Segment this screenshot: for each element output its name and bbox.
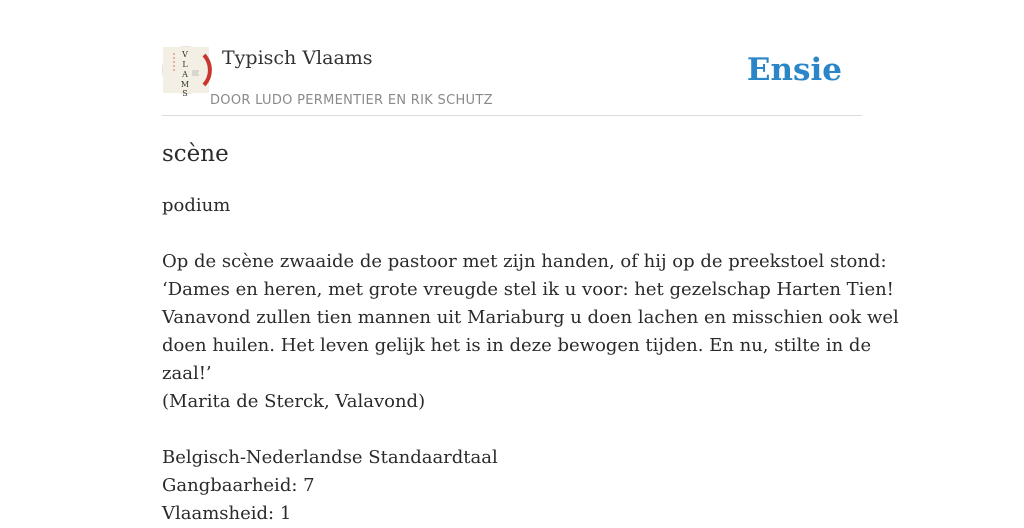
logo-letter: V — [182, 50, 188, 59]
site-logo-avatar[interactable] — [162, 46, 210, 98]
quote-line: Op de scène zwaaide de pastoor met zijn handen, of hij op de preekstoel stond: — [162, 251, 887, 272]
quote-line: doen huilen. Het leven gelijk het is in deze bewogen tijden. En nu, stilte in de — [162, 335, 872, 356]
site-title[interactable]: Typisch Vlaams — [222, 47, 373, 69]
logo-letter: S — [182, 89, 188, 98]
entry-gangbaarheid: Gangbaarheid: 7 — [162, 475, 315, 496]
site-header — [162, 46, 862, 116]
site-byline: DOOR LUDO PERMENTIER EN RIK SCHUTZ — [210, 93, 493, 108]
entry-definition: podium — [162, 195, 231, 216]
quote-source: (Marita de Sterck, Valavond) — [162, 391, 426, 412]
entry-vlaamsheid: Vlaamsheid: 1 — [162, 503, 292, 524]
vlaams-logo-icon — [163, 47, 209, 98]
entry-language: Belgisch-Nederlandse Standaardtaal — [162, 447, 498, 468]
quote-line: Vanavond zullen tien mannen uit Mariaburg u doen lachen en misschien ook wel — [162, 307, 899, 328]
quote-line: ‘Dames en heren, met grote vreugde stel ik u voor: het gezelschap Harten Tien! — [162, 279, 894, 300]
logo-letter: L — [182, 60, 188, 69]
entry-title: scène — [162, 141, 229, 167]
logo-letter: M — [180, 80, 190, 89]
quote-line: zaal!’ — [162, 363, 212, 384]
ensie-brand-link[interactable]: Ensie — [746, 52, 842, 88]
entry-content — [162, 138, 899, 528]
logo-letter: A — [182, 70, 188, 79]
